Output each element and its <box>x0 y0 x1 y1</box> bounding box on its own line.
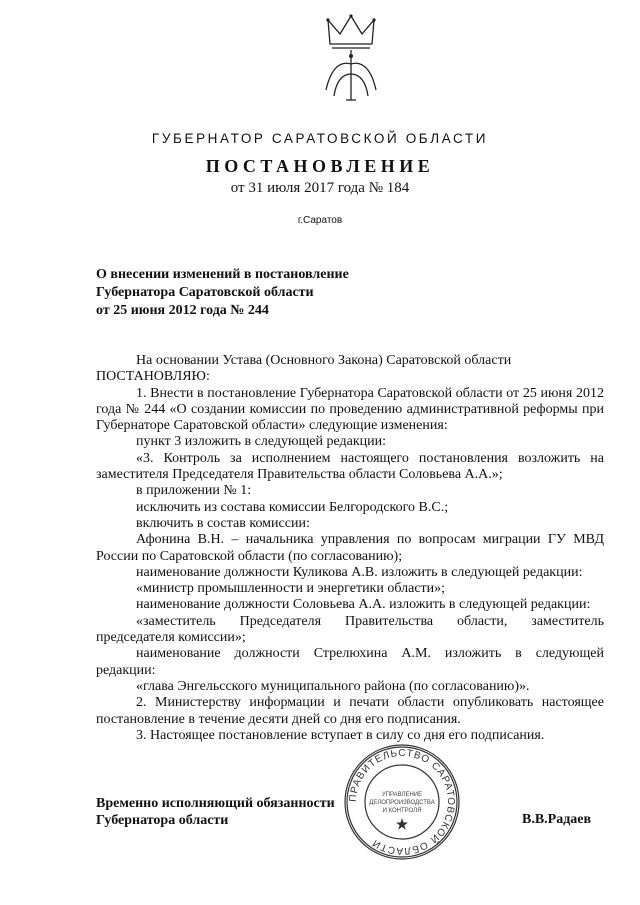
stamp-inner-line: ДЕЛОПРОИЗВОДСТВА <box>369 800 435 806</box>
body-paragraph: ПОСТАНОВЛЯЮ: <box>96 369 210 385</box>
stamp-inner-line: УПРАВЛЕНИЕ <box>381 792 423 798</box>
body-paragraph: пункт 3 изложить в следующей редакции: <box>136 434 386 450</box>
body-paragraph: «3. Контроль за исполнением настоящего постановления возложить на заместителя Председателя Правительства области Соловьева А.А.»; <box>96 450 604 483</box>
body-paragraph: «заместитель Председателя Правительства области, заместитель председателя комиссии»; <box>96 613 604 646</box>
document-place: г.Саратов <box>297 215 343 226</box>
stamp-ring-text: ПРАВИТЕЛЬСТВО САРАТОВСКОЙ ОБЛАСТИ <box>347 747 457 857</box>
body-paragraph: включить в состав комиссии: <box>136 515 310 531</box>
body-paragraph: «министр промышленности и энергетики области»; <box>136 581 446 597</box>
body-paragraph: исключить из состава комиссии Белгородского В.С.; <box>136 499 449 515</box>
document-type: ПОСТАНОВЛЕНИЕ <box>205 156 435 176</box>
body-paragraph: Афонина В.Н. – начальника управления по вопросам миграции ГУ МВД России по Саратовской области (по согласованию); <box>96 532 604 564</box>
subject-line: О внесении изменений в постановление <box>96 267 349 282</box>
body-paragraph: 1. Внести в постановление Губернатора Саратовской области от 25 июня 2012 года № 244 «О создании комиссии по проведению административной реформы при Губернаторе Саратовской области» следующие изменения: <box>96 385 604 434</box>
body-paragraph: наименование должности Соловьева А.А. изложить в следующей редакции: <box>136 597 591 613</box>
subject-line: Губернатора Саратовской области <box>96 285 314 300</box>
body-paragraph: наименование должности Куликова А.В. изложить в следующей редакции: <box>136 564 583 580</box>
stamp-star-icon <box>396 818 408 830</box>
document-date-number: от 31 июля 2017 года № 184 <box>230 180 410 196</box>
stamp-inner-line: И КОНТРОЛЯ <box>382 808 422 814</box>
body-paragraph: 3. Настоящее постановление вступает в силу со дня его подписания. <box>136 727 545 743</box>
body-paragraph: наименование должности Стрелюхина А.М. изложить в следующей редакции: <box>96 646 604 678</box>
subject-line: от 25 июня 2012 года № 244 <box>96 303 269 318</box>
body-paragraph: «глава Энгельсского муниципального района (по согласованию)». <box>136 678 530 694</box>
body-paragraph: в приложении № 1: <box>136 483 252 499</box>
body-paragraph: 2. Министерству информации и печати области опубликовать настоящее постановление в течение десяти дней со дня его подписания. <box>96 695 604 727</box>
signatory-name: В.В.Радаев <box>522 812 592 827</box>
official-stamp <box>342 742 462 862</box>
authority-title: ГУБЕРНАТОР САРАТОВСКОЙ ОБЛАСТИ <box>151 131 489 146</box>
document-subject <box>96 266 456 320</box>
signatory-title-line: Губернатора области <box>96 813 229 828</box>
body-paragraph: На основании Устава (Основного Закона) Саратовской области <box>136 353 512 368</box>
crown-emblem-icon <box>318 14 384 106</box>
signatory-title-line: Временно исполняющий обязанности <box>96 796 335 811</box>
document-body <box>96 353 604 744</box>
